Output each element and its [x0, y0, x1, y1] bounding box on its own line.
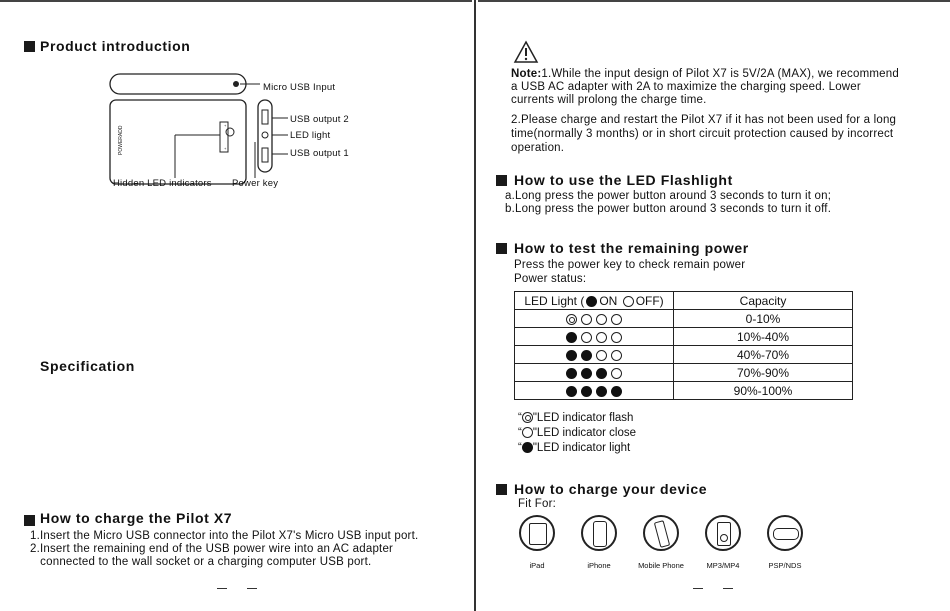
- page-mark: [247, 588, 257, 589]
- filled-dot-icon: [586, 296, 597, 307]
- led-on-icon: [581, 386, 592, 397]
- page-mark: [723, 588, 733, 589]
- flashlight-heading: How to use the LED Flashlight: [514, 172, 733, 188]
- capacity-cell: 70%-90%: [674, 364, 853, 382]
- page-mark: [217, 588, 227, 589]
- bullet-square: [496, 243, 507, 254]
- label-hidden-led: Hidden LED indicators: [113, 178, 212, 189]
- led-header-prefix: LED Light (: [524, 293, 585, 308]
- note-line: operation.: [511, 142, 565, 154]
- led-on-icon: [596, 368, 607, 379]
- flashlight-line: a.Long press the power button around 3 seconds to turn it on;: [505, 190, 832, 202]
- legend-text: "LED indicator flash: [532, 412, 634, 424]
- label-usb-output-1: USB output 1: [290, 148, 349, 159]
- led-header-cell: [515, 292, 674, 310]
- note-label: Note:: [511, 68, 542, 80]
- led-flash-icon: [566, 314, 577, 325]
- label-led-light: LED light: [290, 130, 331, 141]
- led-on-icon: [566, 332, 577, 343]
- remaining-line: Press the power key to check remain power: [514, 259, 746, 271]
- flashlight-line: b.Long press the power button around 3 seconds to turn it off.: [505, 203, 832, 215]
- device-label: iPad: [529, 561, 545, 570]
- led-header-on: ON: [599, 293, 618, 308]
- led-off-icon: [522, 427, 533, 438]
- legend-item: “ "LED indicator close: [518, 427, 637, 439]
- page-mark: [693, 588, 703, 589]
- table-header-row: [515, 292, 853, 310]
- led-pattern-cell: [515, 310, 674, 328]
- top-rule-left: [0, 0, 472, 2]
- led-on-icon: [581, 368, 592, 379]
- legend-item: “ "LED indicator flash: [518, 412, 634, 424]
- led-pattern-cell: [515, 364, 674, 382]
- svg-text:+: +: [224, 146, 227, 151]
- led-off-icon: [611, 314, 622, 325]
- charge-pilot-line: 1.Insert the Micro USB connector into the Pilot X7's Micro USB input port.: [30, 530, 419, 542]
- note-line: time(normally 3 months) or in short circuit protection caused by incorrect: [511, 128, 894, 140]
- device-label: MP3/MP4: [706, 561, 740, 570]
- led-on-icon: [611, 386, 622, 397]
- svg-text:+: +: [224, 123, 227, 128]
- led-on-icon: [581, 350, 592, 361]
- capacity-cell: 90%-100%: [674, 382, 853, 400]
- led-off-icon: [596, 332, 607, 343]
- capacity-cell: 40%-70%: [674, 346, 853, 364]
- led-off-icon: [581, 314, 592, 325]
- led-header-off: OFF): [635, 293, 664, 308]
- led-off-icon: [581, 332, 592, 343]
- led-off-icon: [611, 368, 622, 379]
- led-on-icon: [566, 350, 577, 361]
- charge-pilot-line: connected to the wall socket or a charging computer USB port.: [30, 556, 372, 568]
- psp-icon: [767, 515, 803, 551]
- charge-device-heading: How to charge your device: [514, 481, 708, 497]
- note-text: 1.While the input design of Pilot X7 is 5V/2A (MAX), we recommend: [541, 68, 899, 80]
- led-pattern-cell: [515, 328, 674, 346]
- iphone-icon: [581, 515, 617, 551]
- bullet-square: [24, 41, 35, 52]
- led-flash-icon: [522, 412, 533, 423]
- legend: [518, 412, 636, 457]
- device-label: iPhone: [587, 561, 611, 570]
- legend-item: “ "LED indicator light: [518, 442, 631, 454]
- svg-text:POWERADD: POWERADD: [118, 125, 124, 155]
- table-row: [515, 382, 853, 400]
- led-on-icon: [522, 442, 533, 453]
- led-on-icon: [566, 368, 577, 379]
- led-off-icon: [611, 332, 622, 343]
- led-off-icon: [596, 350, 607, 361]
- mp3-player-icon: [705, 515, 741, 551]
- power-status-table: [514, 291, 853, 400]
- table-row: [515, 328, 853, 346]
- remaining-line: Power status:: [514, 273, 587, 285]
- legend-text: "LED indicator close: [532, 427, 637, 439]
- note-line: 2.Please charge and restart the Pilot X7 if it has not been used for a long: [511, 114, 897, 126]
- page-divider: [474, 0, 476, 611]
- led-pattern-cell: [515, 382, 674, 400]
- bullet-square: [496, 484, 507, 495]
- fit-for-label: Fit For:: [518, 498, 557, 510]
- bullet-square: [496, 175, 507, 186]
- note-line: currents will prolong the charge time.: [511, 94, 707, 106]
- led-on-icon: [566, 386, 577, 397]
- top-rule-right: [478, 0, 950, 2]
- legend-text: "LED indicator light: [532, 442, 631, 454]
- product-intro-heading: Product introduction: [40, 38, 191, 54]
- label-usb-output-2: USB output 2: [290, 114, 349, 125]
- charge-pilot-heading: How to charge the Pilot X7: [40, 510, 233, 526]
- table-row: [515, 364, 853, 382]
- label-micro-usb: Micro USB Input: [263, 82, 336, 93]
- bullet-square: [24, 515, 35, 526]
- hollow-dot-icon: [623, 296, 634, 307]
- warning-icon: [513, 40, 539, 64]
- capacity-cell: 10%-40%: [674, 328, 853, 346]
- note-line: [511, 68, 899, 80]
- charge-pilot-line: 2.Insert the remaining end of the USB power wire into an AC adapter: [30, 543, 394, 555]
- capacity-cell: 0-10%: [674, 310, 853, 328]
- table-row: [515, 310, 853, 328]
- led-off-icon: [611, 350, 622, 361]
- note-line: a USB AC adapter with 2A to maximize the charging speed. Lower: [511, 81, 861, 93]
- led-pattern-cell: [515, 346, 674, 364]
- led-on-icon: [596, 386, 607, 397]
- device-label: Mobile Phone: [638, 561, 684, 570]
- remaining-power-heading: How to test the remaining power: [514, 240, 749, 256]
- table-row: [515, 346, 853, 364]
- led-off-icon: [596, 314, 607, 325]
- mobile-phone-icon: [643, 515, 679, 551]
- label-power-key: Power key: [232, 178, 279, 189]
- ipad-icon: [519, 515, 555, 551]
- capacity-header-cell: Capacity: [674, 292, 853, 310]
- specification-heading: Specification: [40, 358, 135, 374]
- device-label: PSP/NDS: [768, 561, 802, 570]
